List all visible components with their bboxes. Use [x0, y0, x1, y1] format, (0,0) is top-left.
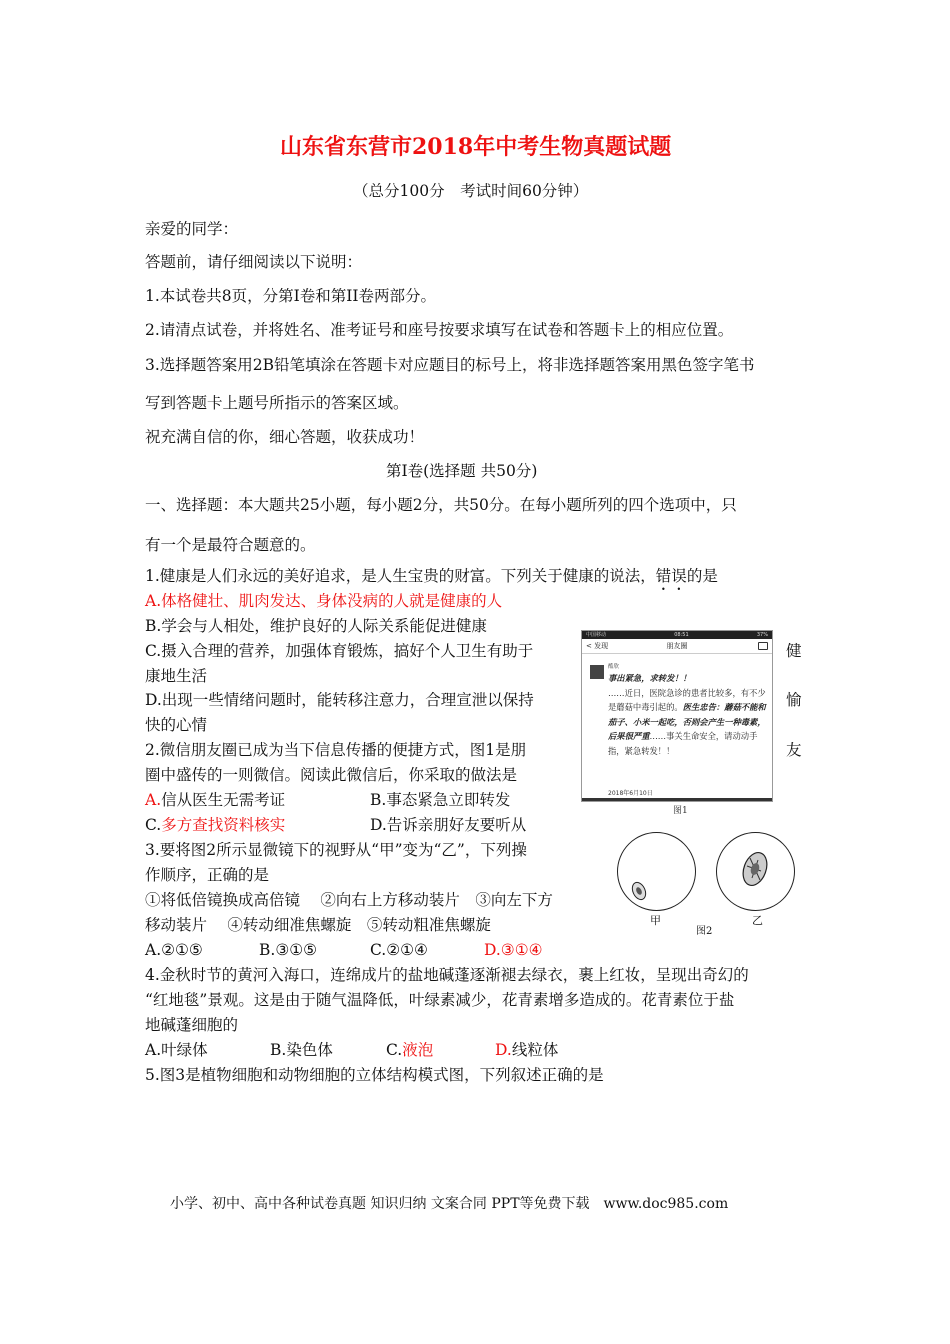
post-username: 酷欣 [608, 664, 620, 670]
q1-option-b: B.学会与人相处，维护良好的人际关系能促进健康 [145, 617, 487, 635]
q1-option-d: D.出现一些情绪问题时，能转移注意力，合理宣泄以保持 [145, 691, 534, 709]
q3-option-c: C.②①④ [370, 941, 428, 959]
phone-nav-bar [582, 639, 772, 654]
question-3-stem: 3.要将图2所示显微镜下的视野从“甲”变为“乙”，下列操 [145, 841, 527, 859]
label-yi: 乙 [752, 914, 763, 927]
q1-option-c-cont: 康地生活 [145, 667, 208, 685]
microscope-field-yi [716, 832, 795, 911]
post-headline: 事出紧急，求转发！！ [608, 673, 691, 683]
camera-icon [758, 642, 768, 650]
q1-stem-text: 1.健康是人们永远的美好追求，是人生宝贵的财富。下列关于健康的说法， [145, 567, 656, 585]
phone-status-bar [582, 631, 772, 639]
q4-d-text: 线粒体 [511, 1041, 559, 1059]
q2-option-c [145, 815, 285, 835]
q4-option-a: A.叶绿体 [145, 1041, 208, 1059]
q4-option-b: B.染色体 [270, 1041, 333, 1059]
post-message [608, 671, 766, 758]
greeting: 亲爱的同学： [145, 220, 239, 238]
battery-label: 37% [756, 632, 768, 638]
question-4-stem-3: 地碱蓬细胞的 [145, 1016, 239, 1034]
instruction-2: 2.请清点试卷，并将姓名、准考证号和座号按要求填写在试卷和答题卡上的相应位置。 [145, 321, 734, 339]
q1-stem-end: 的是 [686, 567, 718, 585]
q1-option-d-end: 愉 [786, 691, 802, 709]
part1-line2: 有一个是最符合题意的。 [145, 536, 316, 554]
instruction-1: 1.本试卷共8页，分第I卷和第II卷两部分。 [145, 287, 437, 305]
specimen-large-icon [717, 833, 794, 910]
q2-option-b: B.事态紧急立即转发 [370, 791, 511, 809]
q1-option-c-end: 健 [786, 642, 802, 660]
q2-option-d: D.告诉亲朋好友要听从 [370, 816, 527, 834]
q2-a-letter: A. [145, 791, 162, 809]
q2-c-letter: C. [145, 816, 162, 834]
q1-emphasis: 错误 [655, 567, 687, 585]
carrier-label: 中国移动 [586, 632, 607, 638]
part1-line1: 一、选择题：本大题共25小题，每小题2分，共50分。在每小题所列的四个选项中，只 [145, 496, 737, 514]
page-title: 山东省东营市2018年中考生物真题试题 [280, 134, 672, 160]
instruction-3: 3.选择题答案用2B铅笔填涂在答题卡对应题目的标号上，将非选择题答案用黑色签字笔书 [145, 356, 755, 374]
question-3-stem-cont: 作顺序，正确的是 [145, 866, 270, 884]
figure-1-caption: 图1 [673, 806, 688, 816]
q4-c-text: 液泡 [402, 1041, 434, 1059]
q2-c-text: 多方查找资料核实 [161, 816, 286, 834]
q3-option-d: D.③①④ [484, 941, 543, 959]
question-4-stem-2: “红地毯”景观。这是由于随气温降低，叶绿素减少，花青素增多造成的。花青素位于盐 [145, 991, 735, 1009]
q3-steps-2: 移动装片 ④转动细准焦螺旋 ⑤转动粗准焦螺旋 [145, 916, 491, 934]
q4-d-letter: D. [495, 1041, 512, 1059]
post-body-1: ……近日，医院急诊的患者比较多，有不少是蘑菇中毒引起的。 [608, 687, 766, 712]
question-2-stem-cont: 圈中盛传的一则微信。阅读此微信后，你采取的做法是 [145, 766, 518, 784]
figure-1-phone-screenshot [581, 630, 773, 802]
specimen-small-icon [618, 833, 695, 910]
microscope-field-jia [617, 832, 696, 911]
instruction-3-cont: 写到答题卡上题号所指示的答案区域。 [145, 394, 409, 412]
phone-bottom-bar [582, 798, 772, 801]
q2-a-text: 信从医生无需考证 [161, 791, 286, 809]
q4-c-letter: C. [386, 1041, 403, 1059]
exam-subtitle: （总分100分 考试时间60分钟） [353, 182, 589, 200]
page-footer: 小学、初中、高中各种试卷真题 知识归纳 文案合同 PPT等免费下载 www.doc985.com [170, 1196, 729, 1212]
nav-title: 朋友圈 [666, 642, 688, 650]
question-1-stem [145, 566, 718, 594]
q4-option-c [386, 1040, 433, 1060]
q3-steps-1: ①将低倍镜换成高倍镜 ②向右上方移动装片 ③向左下方 [145, 891, 553, 909]
post-date: 2018年6月10日 [608, 790, 653, 797]
figure-2-caption: 图2 [696, 926, 713, 937]
post-body-bold: 医生忠告：蘑菇不能和茄子、小米一起吃，否则会产生一种毒素，后果很严重 [608, 702, 766, 741]
q3-option-b: B.③①⑤ [259, 941, 318, 959]
q3-option-a: A.②①⑤ [145, 941, 203, 959]
q1-option-c: C.摄入合理的营养，加强体育锻炼，搞好个人卫生有助于 [145, 642, 534, 660]
question-2-stem: 2.微信朋友圈已成为当下信息传播的便捷方式，图1是朋 [145, 741, 527, 759]
q4-option-d [495, 1040, 558, 1060]
avatar [590, 665, 604, 679]
q1-option-d-cont: 快的心情 [145, 716, 208, 734]
question-5-stem: 5.图3是植物细胞和动物细胞的立体结构模式图，下列叙述正确的是 [145, 1066, 604, 1084]
question-4-stem: 4.金秋时节的黄河入海口，连绵成片的盐地碱蓬逐渐褪去绿衣，裹上红妆，呈现出奇幻的 [145, 966, 749, 984]
label-jia: 甲 [650, 914, 661, 927]
section-title: 第Ⅰ卷(选择题 共50分) [386, 462, 538, 480]
clock-label: 08:51 [674, 632, 689, 638]
q2-option-a [145, 790, 285, 810]
intro: 答题前，请仔细阅读以下说明： [145, 253, 363, 271]
post-body-2: ……事关生命安全，请动动手指，紧急转发！！ [608, 731, 758, 756]
wish: 祝充满自信的你，细心答题，收获成功！ [145, 428, 425, 446]
question-2-stem-end: 友 [786, 741, 802, 759]
q1-option-a: A.体格健壮、肌肉发达、身体没病的人就是健康的人 [145, 592, 503, 610]
back-label: < 发现 [586, 642, 609, 650]
